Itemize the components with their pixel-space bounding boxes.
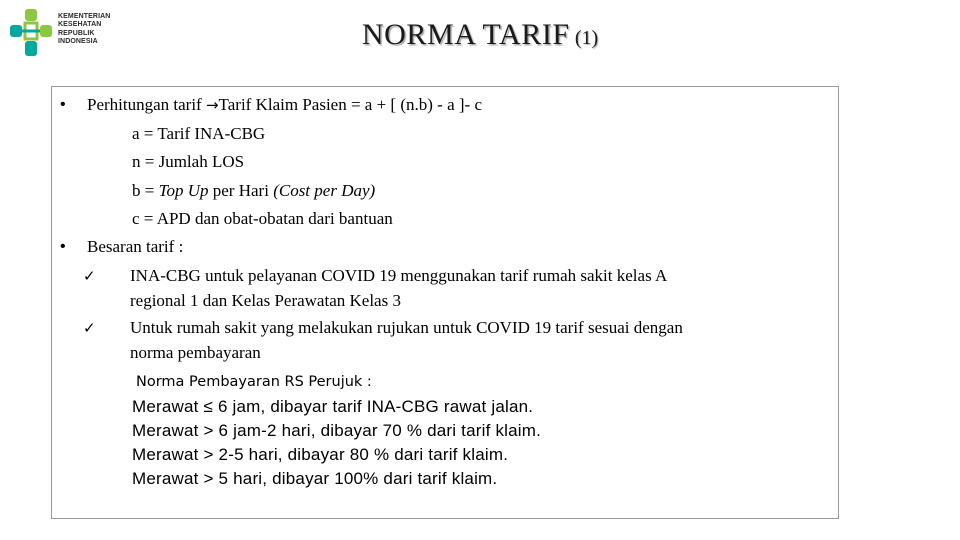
formula-text: Tarif Klaim Pasien = a + [ (n.b) - a ]- c (218, 95, 482, 114)
arrow-icon: → (205, 96, 219, 114)
page-title (0, 18, 960, 52)
norma-heading: Norma Pembayaran RS Perujuk : (136, 374, 372, 390)
formula-lead: Perhitungan tarif (87, 95, 206, 114)
norma-item: Merawat > 6 jam-2 hari, dibayar 70 % dari tarif klaim. (132, 421, 542, 440)
definition-a: a = Tarif INA-CBG (132, 124, 266, 143)
definition-b-prefix: b = (132, 181, 159, 200)
logo-line: REPUBLIK (58, 29, 95, 37)
definition-c: c = APD dan obat-obatan dari bantuan (132, 209, 393, 228)
norma-item: Merawat > 5 hari, dibayar 100% dari tarif klaim. (132, 469, 498, 488)
definition-b-italic2: (Cost per Day) (273, 181, 376, 200)
logo-line: KESEHATAN (58, 21, 102, 29)
definition-b-italic1: Top Up (158, 181, 209, 200)
formula-line (87, 95, 482, 115)
bullet-marker: • (60, 96, 66, 113)
definition-b-mid: per Hari (208, 181, 274, 200)
check-item-1-line1: INA-CBG untuk pelayanan COVID 19 menggunakan tarif rumah sakit kelas A (130, 266, 668, 285)
title-sub: (1) (574, 27, 599, 49)
check-item-2-line2: norma pembayaran (130, 343, 261, 362)
check-icon: ✓ (83, 267, 96, 285)
definition-n: n = Jumlah LOS (132, 152, 245, 171)
title-main: NORMA TARIF (361, 18, 570, 51)
check-item-1-line2: regional 1 dan Kelas Perawatan Kelas 3 (130, 291, 401, 310)
besaran-heading: Besaran tarif : (87, 237, 184, 256)
norma-item: Merawat > 2-5 hari, dibayar 80 % dari tarif klaim. (132, 445, 509, 464)
check-icon: ✓ (83, 319, 96, 337)
logo-line: INDONESIA (58, 37, 98, 45)
bullet-marker: • (60, 238, 66, 255)
definition-b (132, 181, 375, 201)
norma-item: Merawat ≤ 6 jam, dibayar tarif INA-CBG rawat jalan. (132, 397, 534, 416)
check-item-2-line1: Untuk rumah sakit yang melakukan rujukan untuk COVID 19 tarif sesuai dengan (130, 318, 683, 337)
logo-line: KEMENTERIAN (58, 13, 111, 20)
content-box (51, 86, 839, 519)
